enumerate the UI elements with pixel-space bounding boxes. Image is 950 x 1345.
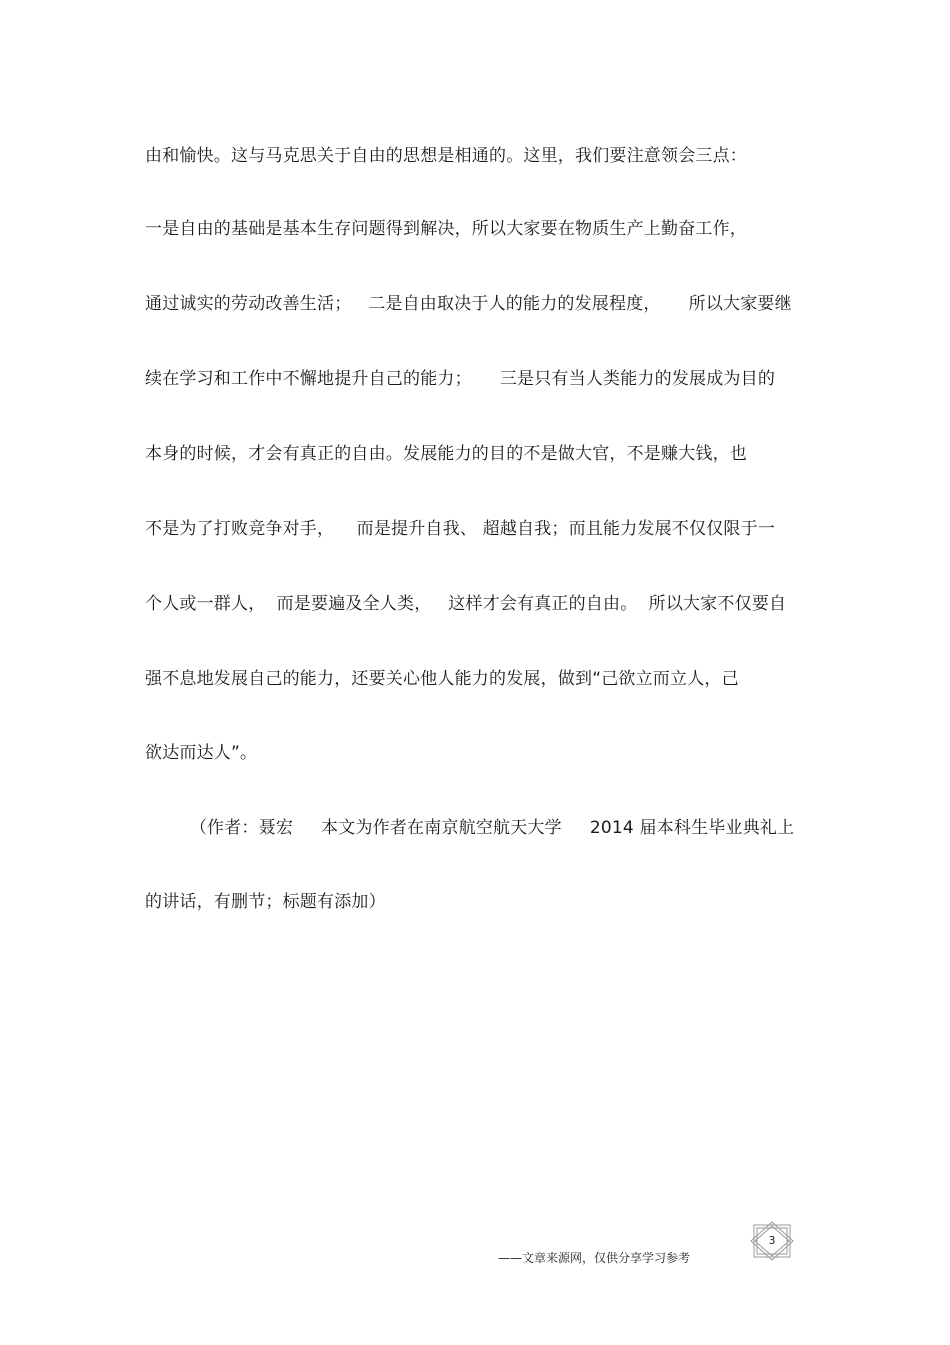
paragraph-line: 续在学习和工作中不懈地提升自己的能力； 三是只有当人类能力的发展成为目的 [145,369,776,389]
page-number-badge [748,1221,796,1261]
paragraph-line: 欲达而达人”。 [145,743,258,763]
footer-source-text: ——文章来源网，仅供分享学习参考 [498,1251,691,1265]
paragraph-line: 通过诚实的劳动改善生活； 二是自由取决于人的能力的发展程度， 所以大家要继 [145,294,792,314]
paragraph-line: 强不息地发展自己的能力，还要关心他人能力的发展，做到“己欲立而立人，己 [145,669,739,689]
paragraph-line: 一是自由的基础是基本生存问题得到解决，所以大家要在物质生产上勤奋工作， [145,219,747,239]
paragraph-line: 不是为了打败竞争对手， 而是提升自我、 超越自我；而且能力发展不仅仅限于一 [145,519,776,539]
page-number: 3 [768,1234,776,1247]
author-note-line: （作者：聂宏 本文为作者在南京航空航天大学 2014 届本科生毕业典礼上 [145,818,795,838]
paragraph-line: 由和愉快。这与马克思关于自由的思想是相通的。这里，我们要注意领会三点： [145,146,747,166]
paragraph-line: 个人或一群人， 而是要遍及全人类， 这样才会有真正的自由。 所以大家不仅要自 [145,594,787,614]
paragraph-line: 本身的时候，才会有真正的自由。发展能力的目的不是做大官，不是赚大钱，也 [145,444,747,464]
author-note-line: 的讲话，有删节；标题有添加） [145,892,386,912]
